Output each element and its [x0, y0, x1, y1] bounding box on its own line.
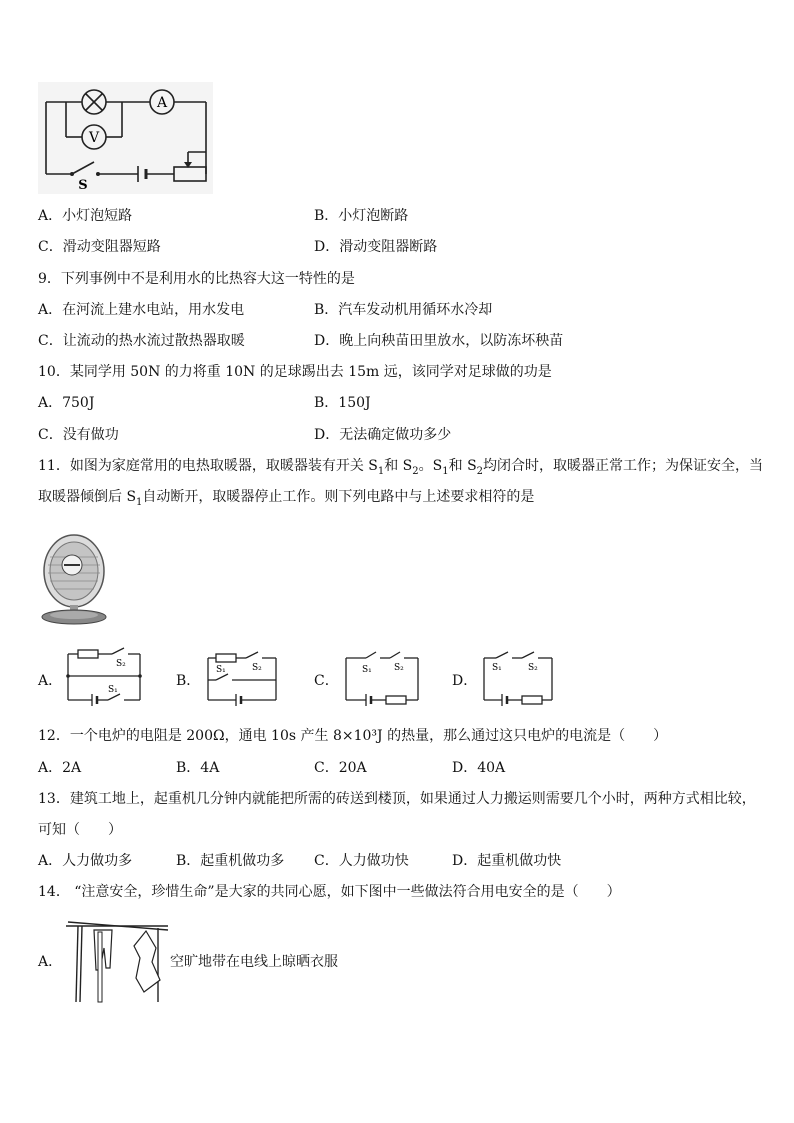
- q10-stem: 10．某同学用 50N 的力将重 10N 的足球踢出去 15m 远，该同学对足球做的功是: [38, 364, 552, 380]
- q13-option-a[interactable]: A．人力做功多: [38, 853, 133, 869]
- q8-option-c[interactable]: C．滑动变阻器短路: [38, 239, 161, 255]
- q9-option-b[interactable]: B．汽车发动机用循环水冷却: [314, 302, 493, 318]
- q11-circuit-d[interactable]: [478, 650, 558, 708]
- q12-option-d[interactable]: D．40A: [452, 760, 506, 776]
- q14-option-a-text[interactable]: 空旷地带在电线上晾晒衣服: [170, 954, 338, 970]
- switch-s2-label: S₂: [394, 663, 404, 673]
- q11-option-b-label[interactable]: B．: [176, 673, 201, 689]
- lamp-icon: [82, 90, 106, 114]
- q8-option-a[interactable]: A．小灯泡短路: [38, 208, 133, 224]
- q13-option-c[interactable]: C．人力做功快: [314, 853, 409, 869]
- clothes-on-wire-image: [64, 918, 170, 1004]
- q11-option-a-label[interactable]: A．: [38, 673, 63, 689]
- q11-option-c-label[interactable]: C．: [314, 673, 339, 689]
- switch-label: S: [78, 178, 88, 193]
- q8-option-b[interactable]: B．小灯泡断路: [314, 208, 409, 224]
- switch-s1-label: S₁: [362, 665, 372, 675]
- q13-option-d[interactable]: D．起重机做功快: [452, 853, 562, 869]
- q8-option-d[interactable]: D．滑动变阻器断路: [314, 239, 438, 255]
- q12-option-c[interactable]: C．20A: [314, 760, 367, 776]
- q9-option-a[interactable]: A．在河流上建水电站，用水发电: [38, 302, 245, 318]
- q14-stem: 14． “注意安全，珍惜生命”是大家的共同心愿，如下图中一些做法符合用电安全的是（ ）: [38, 884, 621, 900]
- q10-option-b[interactable]: B．150J: [314, 395, 371, 411]
- switch-s1-label: S₁: [108, 685, 118, 695]
- switch-s2-label: S₂: [528, 663, 538, 673]
- q12-option-a[interactable]: A．2A: [38, 760, 82, 776]
- electric-heater-image: [38, 527, 110, 627]
- q10-option-c[interactable]: C．没有做功: [38, 427, 119, 443]
- q8-circuit-diagram: [38, 82, 213, 194]
- q11-stem-line1: 11．如图为家庭常用的电热取暖器，取暖器装有开关 $S_1$和 $S_2$。$S_1$和 $S_2$均闭合时，取暖器正常工作；为保证安全，当: [38, 458, 764, 477]
- q11-stem-line2: 取暖器倾倒后 $S_1$自动断开，取暖器停止工作。则下列电路中与上述要求相符的是: [38, 489, 535, 508]
- q11-option-d-label[interactable]: D．: [452, 673, 478, 689]
- q9-option-d[interactable]: D．晚上向秧苗田里放水，以防冻坏秧苗: [314, 333, 564, 349]
- q11-circuit-a[interactable]: [62, 646, 146, 708]
- ammeter-label: A: [156, 95, 168, 111]
- q11-circuit-b[interactable]: [202, 650, 282, 708]
- switch-s1-label: S₁: [216, 665, 226, 675]
- q14-option-a-label[interactable]: A．: [38, 954, 63, 970]
- q12-option-b[interactable]: B．4A: [176, 760, 220, 776]
- q10-option-a[interactable]: A．750J: [38, 395, 95, 411]
- switch-s2-label: S₂: [116, 659, 126, 669]
- q9-stem: 9．下列事例中不是利用水的比热容大这一特性的是: [38, 271, 355, 287]
- voltmeter-label: V: [88, 130, 100, 146]
- switch-s2-label: S₂: [252, 663, 262, 673]
- q13-stem-line2: 可知（ ）: [38, 822, 122, 838]
- q10-option-d[interactable]: D．无法确定做功多少: [314, 427, 452, 443]
- q9-option-c[interactable]: C．让流动的热水流过散热器取暖: [38, 333, 245, 349]
- q13-stem-line1: 13．建筑工地上，起重机几分钟内就能把所需的砖送到楼顶，如果通过人力搬运则需要几个小时，两种方式相比较，: [38, 791, 756, 807]
- switch-s1-label: S₁: [492, 663, 502, 673]
- q11-circuit-c[interactable]: [340, 650, 424, 708]
- q12-stem: 12．一个电炉的电阻是 200Ω，通电 10s 产生 8×10³J 的热量，那么通过这只电炉的电流是（ ）: [38, 728, 668, 744]
- q13-option-b[interactable]: B．起重机做功多: [176, 853, 285, 869]
